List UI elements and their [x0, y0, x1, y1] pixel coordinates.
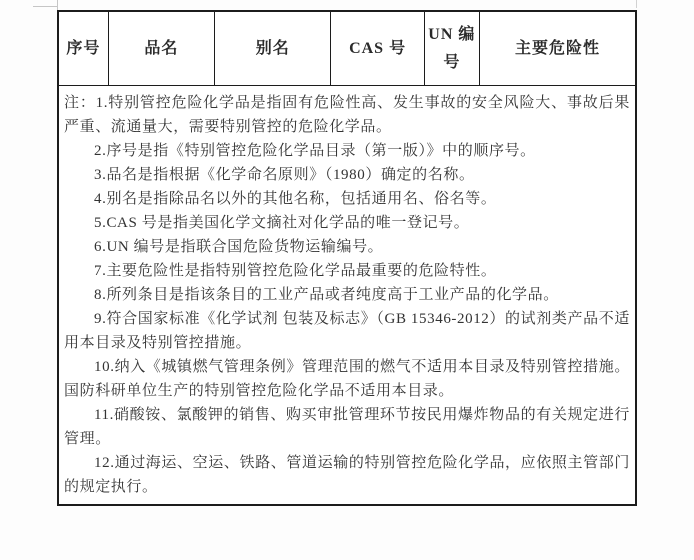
column-header-un-number: UN 编号 — [424, 11, 479, 86]
note-paragraph-8: 8.所列条目是指该条目的工业产品或者纯度高于工业产品的化学品。 — [94, 287, 559, 303]
note-paragraph-12: 12.通过海运、空运、铁路、管道运输的特别管控危险化学品，应依照主管部门的规定执行。 — [64, 455, 630, 495]
column-header-cas-number: CAS 号 — [331, 11, 424, 86]
table-header-row — [58, 11, 636, 86]
page-edge-artifact-vertical-left — [57, 0, 58, 10]
note-paragraph-3: 3.品名是指根据《化学命名原则》（1980）确定的名称。 — [94, 167, 475, 183]
note-paragraph-1: 注：1.特别管控危险化学品是指固有危险性高、发生事故的安全风险大、事故后果严重、流通量大，需要特别管控的危险化学品。 — [64, 95, 630, 135]
note-paragraph-5: 5.CAS 号是指美国化学文摘社对化学品的唯一登记号。 — [94, 215, 470, 231]
note-paragraph-2: 2.序号是指《特别管控危险化学品目录（第一版）》中的顺序号。 — [94, 143, 536, 159]
special-control-chemicals-table — [57, 10, 637, 506]
note-paragraph-11: 11.硝酸铵、氯酸钾的销售、购买审批管理环节按民用爆炸物品的有关规定进行管理。 — [64, 407, 630, 447]
notes-cell — [58, 86, 636, 506]
page-edge-artifact-horizontal — [33, 6, 58, 7]
note-paragraph-4: 4.别名是指除品名以外的其他名称，包括通用名、俗名等。 — [94, 191, 497, 207]
column-header-product-name: 品名 — [108, 11, 214, 86]
note-paragraph-9: 9.符合国家标准《化学试剂 包装及标志》（GB 15346-2012）的试剂类产品不适用本目录及特别管控措施。 — [64, 311, 630, 351]
note-paragraph-6: 6.UN 编号是指联合国危险货物运输编号。 — [94, 239, 384, 255]
page-edge-artifact-vertical-right — [636, 0, 637, 8]
column-header-alias: 别名 — [215, 11, 331, 86]
column-header-serial-number: 序号 — [58, 11, 108, 86]
column-header-main-hazard: 主要危险性 — [479, 11, 636, 86]
note-paragraph-10: 10.纳入《城镇燃气管理条例》管理范围的燃气不适用本目录及特别管控措施。国防科研单位生产的特别管控危险化学品不适用本目录。 — [64, 359, 630, 399]
note-paragraph-7: 7.主要危险性是指特别管控危险化学品最重要的危险特性。 — [94, 263, 497, 279]
